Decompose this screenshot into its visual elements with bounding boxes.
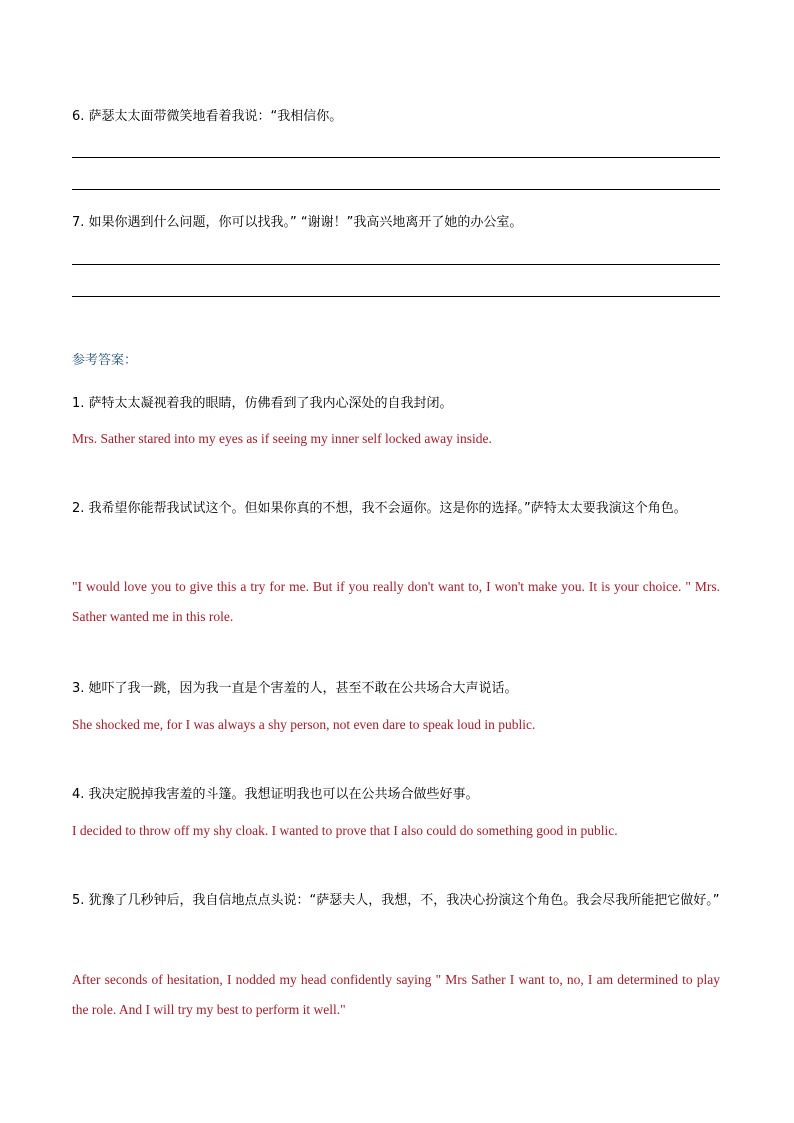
answer-1-english: Mrs. Sather stared into my eyes as if seeing my inner self locked away inside. bbox=[72, 431, 492, 446]
question-7: 7. 如果你遇到什么问题，你可以找我。” “谢谢！”我高兴地离开了她的办公室。 bbox=[72, 215, 523, 230]
answer-2-english: "I would love you to give this a try for me. But if you really don't want to, I won't make you. It is your choice. " Mrs. Sather wanted me in this role. bbox=[72, 579, 720, 624]
answer-line bbox=[72, 157, 720, 158]
question-6: 6. 萨瑟太太面带微笑地看着我说：“我相信你。 bbox=[72, 109, 343, 124]
answer-5-english: After seconds of hesitation, I nodded my head confidently saying " Mrs Sather I want to, no, I am determined to play the role. And I will try my best to perform it well." bbox=[72, 972, 720, 1017]
answer-3-chinese: 3. 她吓了我一跳，因为我一直是个害羞的人，甚至不敢在公共场合大声说话。 bbox=[72, 681, 518, 696]
answer-4-english: I decided to throw off my shy cloak. I wanted to prove that I also could do something good in public. bbox=[72, 823, 618, 838]
answer-line bbox=[72, 189, 720, 190]
answers-header: 参考答案： bbox=[72, 353, 138, 368]
answer-2-chinese: 2. 我希望你能帮我试试这个。但如果你真的不想，我不会逼你。这是你的选择。”萨特太太要我演这个角色。 bbox=[72, 501, 687, 516]
answer-3-english: She shocked me, for I was always a shy person, not even dare to speak loud in public. bbox=[72, 717, 536, 732]
answer-1-chinese: 1. 萨特太太凝视着我的眼睛，仿佛看到了我内心深处的自我封闭。 bbox=[72, 396, 453, 411]
answer-line bbox=[72, 264, 720, 265]
answer-5-chinese: 5. 犹豫了几秒钟后，我自信地点点头说：“萨瑟夫人，我想，不，我决心扮演这个角色。我会尽我所能把它做好。” bbox=[72, 893, 720, 908]
answer-4-chinese: 4. 我决定脱掉我害羞的斗篷。我想证明我也可以在公共场合做些好事。 bbox=[72, 787, 479, 802]
answer-line bbox=[72, 296, 720, 297]
